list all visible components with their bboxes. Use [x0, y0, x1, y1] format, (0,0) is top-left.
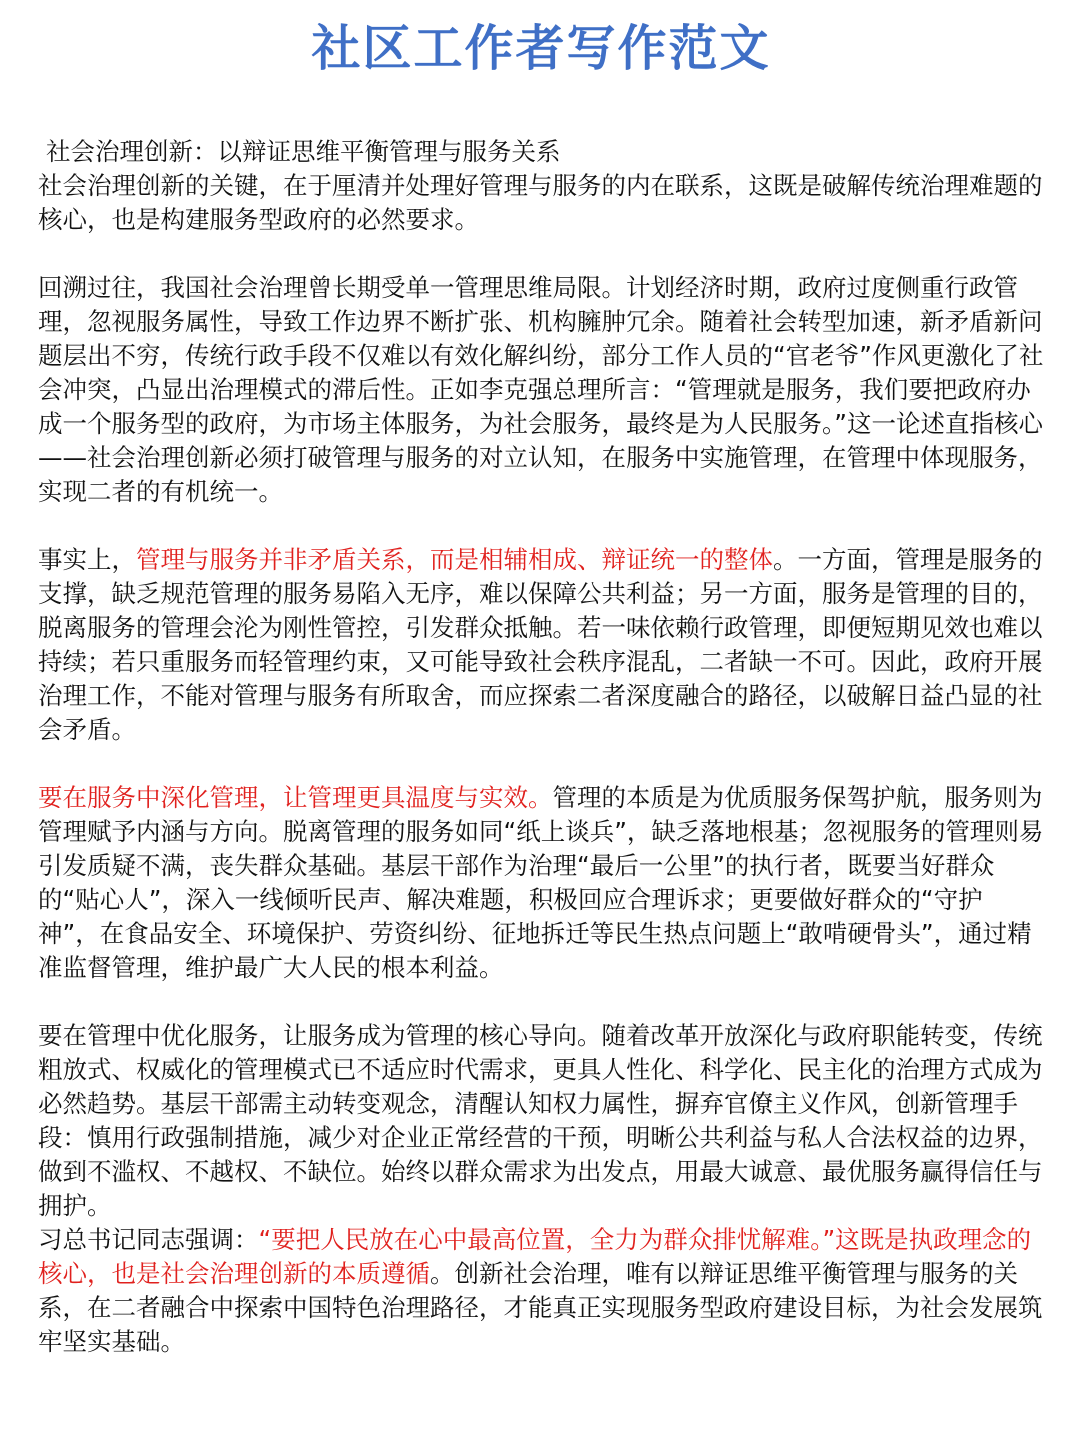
paragraph-body-text: 。创新社会治理，唯有以辩证思维平衡管理与服务的关系，在二者融合中探索中国特色治理路径，才能真正实现服务型政府建设目标，为社会发展筑牢坚实基础。 — [38, 1259, 1043, 1356]
paragraph-service-management — [38, 781, 1044, 985]
paragraph-intro: 社会治理创新的关键，在于厘清并处理好管理与服务的内在联系，这既是破解传统治理难题的核心，也是构建服务型政府的必然要求。 — [38, 171, 1043, 234]
paragraph-gap — [38, 237, 1044, 271]
article-body — [38, 135, 1044, 1359]
paragraph-gap — [38, 985, 1044, 1019]
article-subtitle: 社会治理创新：以辩证思维平衡管理与服务关系 — [46, 137, 561, 166]
paragraph-gap — [38, 509, 1044, 543]
paragraph-history: 回溯过往，我国社会治理曾长期受单一管理思维局限。计划经济时期，政府过度侧重行政管理，忽视服务属性，导致工作边界不断扩张、机构臃肿冗余。随着社会转型加速，新矛盾新问题层出不穷，传统行政手段不仅难以有效化解纠纷，部分工作人员的“官老爷”作风更激化了社会冲突，凸显出治理模式的滞后性。正如李克强总理所言：“管理就是服务，我们要把政府办成一个服务型的政府，为市场主体服务，为社会服务，最终是为人民服务。”这一论述直指核心——社会治理创新必须打破管理与服务的对立认知，在服务中实施管理，在管理中体现服务，实现二者的有机统一。 — [38, 273, 1044, 506]
paragraph-body-text: 管理的本质是为优质服务保驾护航，服务则为管理赋予内涵与方向。脱离管理的服务如同“纸上谈兵”，缺乏落地根基；忽视服务的管理则易引发质疑不满，丧失群众基础。基层干部作为治理“最后一公里”的执行者，既要当好群众的“贴心人”，深入一线倾听民声、解决难题，积极回应合理诉求；更要做好群众的“守护神”，在食品安全、环境保护、劳资纠纷、征地拆迁等民生热点问题上“敢啃硬骨头”，通过精准监督管理，维护最广大人民的根本利益。 — [38, 783, 1044, 982]
highlight-text: 要在服务中深化管理，让管理更具温度与实效。 — [38, 783, 553, 812]
page-title: 社区工作者写作范文 — [311, 20, 771, 77]
paragraph-conclusion — [38, 1223, 1044, 1359]
paragraph-gap — [38, 747, 1044, 781]
paragraph-management-service: 要在管理中优化服务，让服务成为管理的核心导向。随着改革开放深化与政府职能转变，传统粗放式、权威化的管理模式已不适应时代需求，更具人性化、科学化、民主化的治理方式成为必然趋势。基层干部需主动转变观念，清醒认知权力属性，摒弃官僚主义作风，创新管理手段：慎用行政强制措施，减少对企业正常经营的干预，明晰公共利益与私人合法权益的边界，做到不滥权、不越权、不缺位。始终以群众需求为出发点，用最大诚意、最优服务赢得信任与拥护。 — [38, 1021, 1043, 1220]
paragraph-body-text: 。一方面，管理是服务的支撑，缺乏规范管理的服务易陷入无序，难以保障公共利益；另一方面，服务是管理的目的，脱离服务的管理会沦为刚性管控，引发群众抵触。若一味依赖行政管理，即便短期见效也难以持续；若只重服务而轻管理约束，又可能导致社会秩序混乱，二者缺一不可。因此，政府开展治理工作，不能对管理与服务有所取舍，而应探索二者深度融合的路径，以破解日益凸显的社会矛盾。 — [38, 545, 1043, 744]
highlight-text: “要把人民放在心中最高位置，全力为群众排忧解难。”这既是执政理念的核心，也是社会治理创新的本质遵循 — [38, 1225, 1032, 1288]
highlight-text: 管理与服务并非矛盾关系，而是相辅相成、辩证统一的整体 — [136, 545, 773, 574]
paragraph-lead-text: 习总书记同志强调： — [38, 1225, 259, 1254]
paragraph-lead-text: 事实上， — [38, 545, 136, 574]
paragraph-dialectic — [38, 543, 1044, 747]
